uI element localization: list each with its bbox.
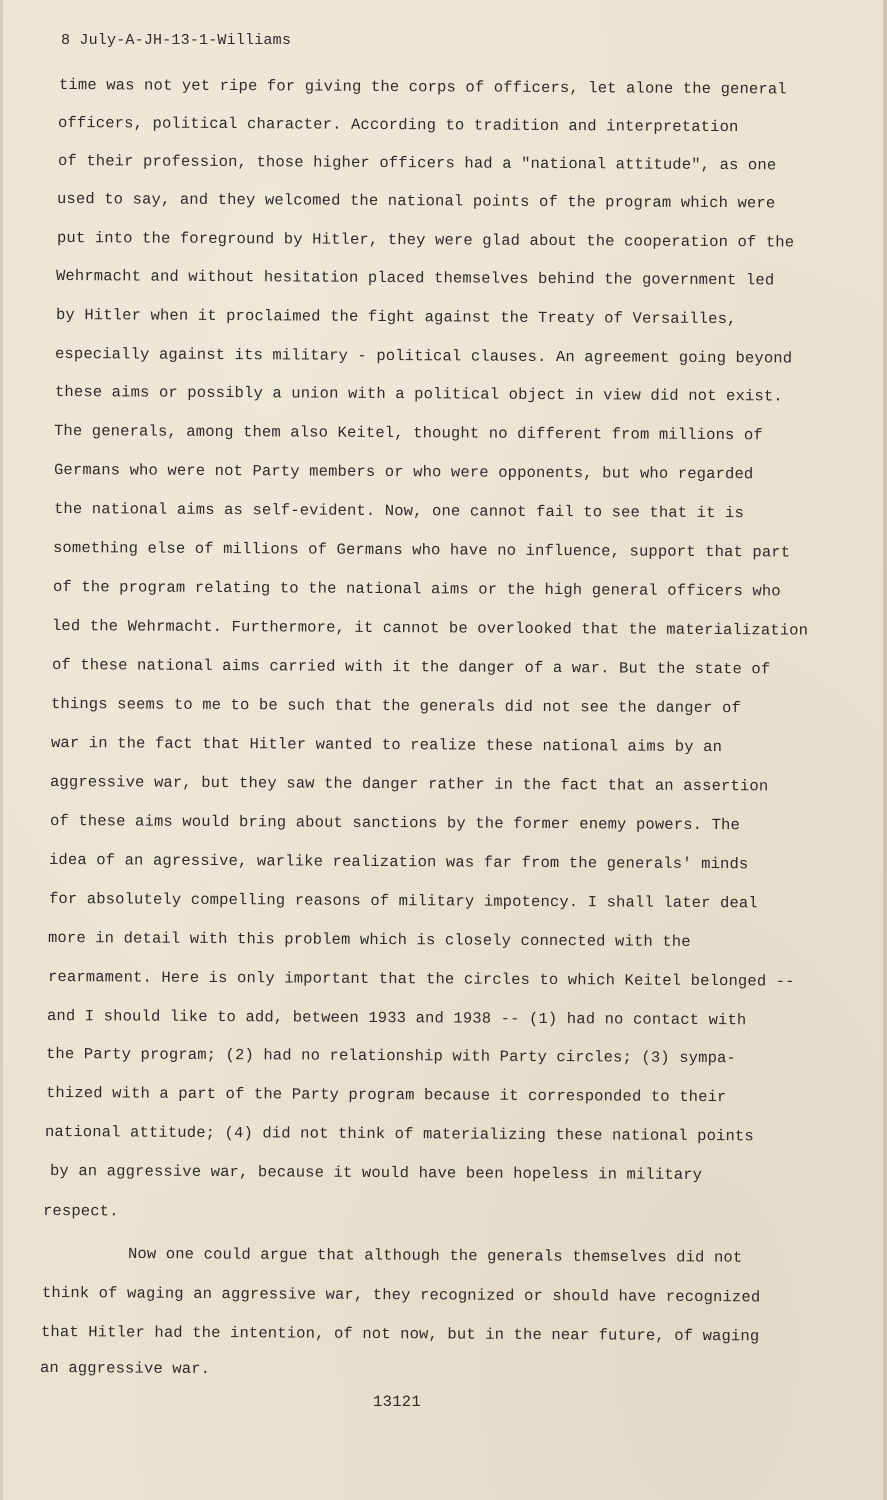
text-line: an aggressive war.	[39, 1359, 211, 1379]
text-line: time was not yet ripe for giving the corps of officers, let alone the general	[58, 76, 787, 99]
text-line: by Hitler when it proclaimed the fight against the Treaty of Versailles,	[55, 306, 737, 329]
text-line: used to say, and they welcomed the national points of the program which were	[56, 190, 776, 213]
text-line: for absolutely compelling reasons of military impotency. I shall later deal	[48, 890, 758, 913]
text-line: things seems to me to be such that the generals did not see the danger of	[50, 695, 742, 718]
text-line: think of waging an aggressive war, they recognized or should have recognized	[41, 1284, 761, 1307]
text-line: war in the fact that Hitler wanted to realize these national aims by an	[50, 734, 723, 757]
text-line: The generals, among them also Keitel, thought no different from millions of	[53, 422, 763, 445]
text-line: rearmament. Here is only important that the circles to which Keitel belonged --	[47, 968, 795, 991]
text-line: something else of millions of Germans who have no influence, support that part	[52, 539, 791, 562]
text-line: of the program relating to the national aims or the high general officers who	[52, 578, 781, 601]
text-line: thized with a part of the Party program because it corresponded to their	[45, 1084, 727, 1107]
text-line: of these aims would bring about sanctions by the former enemy powers. The	[49, 812, 741, 835]
text-line: by an aggressive war, because it would have been hopeless in military	[49, 1162, 703, 1184]
text-line: more in detail with this problem which is closely connected with the	[47, 929, 691, 951]
text-line: of their profession, those higher officers had a "national attitude", as one	[57, 152, 777, 175]
text-line: these aims or possibly a union with a political object in view did not exist.	[54, 383, 783, 406]
text-line: the Party program; (2) had no relationship with Party circles; (3) sympa-	[45, 1045, 737, 1068]
text-line: Wehrmacht and without hesitation placed themselves behind the government led	[55, 267, 775, 290]
text-line: of these national aims carried with it the danger of a war. But the state of	[51, 656, 771, 679]
text-line: put into the foreground by Hitler, they were glad about the cooperation of the	[56, 229, 795, 252]
text-line: especially against its military - political clauses. An agreement going beyond	[54, 345, 793, 368]
text-line: officers, political character. According to tradition and interpretation	[57, 114, 739, 137]
text-line: and I should like to add, between 1933 and 1938 -- (1) had no contact with	[46, 1007, 747, 1030]
text-line: led the Wehrmacht. Furthermore, it cannot be overlooked that the materialization	[51, 617, 809, 640]
text-line: national attitude; (4) did not think of materializing these national points	[44, 1123, 754, 1146]
page-header: 8 July-A-JH-13-1-Williams	[61, 32, 292, 49]
text-line: Germans who were not Party members or who were opponents, but who regarded	[53, 461, 754, 484]
text-line: idea of an agressive, warlike realization was far from the generals' minds	[48, 851, 749, 874]
text-line: that Hitler had the intention, of not now, but in the near future, of waging	[40, 1323, 760, 1346]
page-number: 13121	[373, 1393, 422, 1411]
text-line: the national aims as self-evident. Now, one cannot fail to see that it is	[53, 500, 745, 523]
text-line: aggressive war, but they saw the danger rather in the fact that an assertion	[49, 773, 769, 796]
text-line: Now one could argue that although the generals themselves did not	[127, 1245, 743, 1267]
text-line: respect.	[42, 1202, 119, 1221]
